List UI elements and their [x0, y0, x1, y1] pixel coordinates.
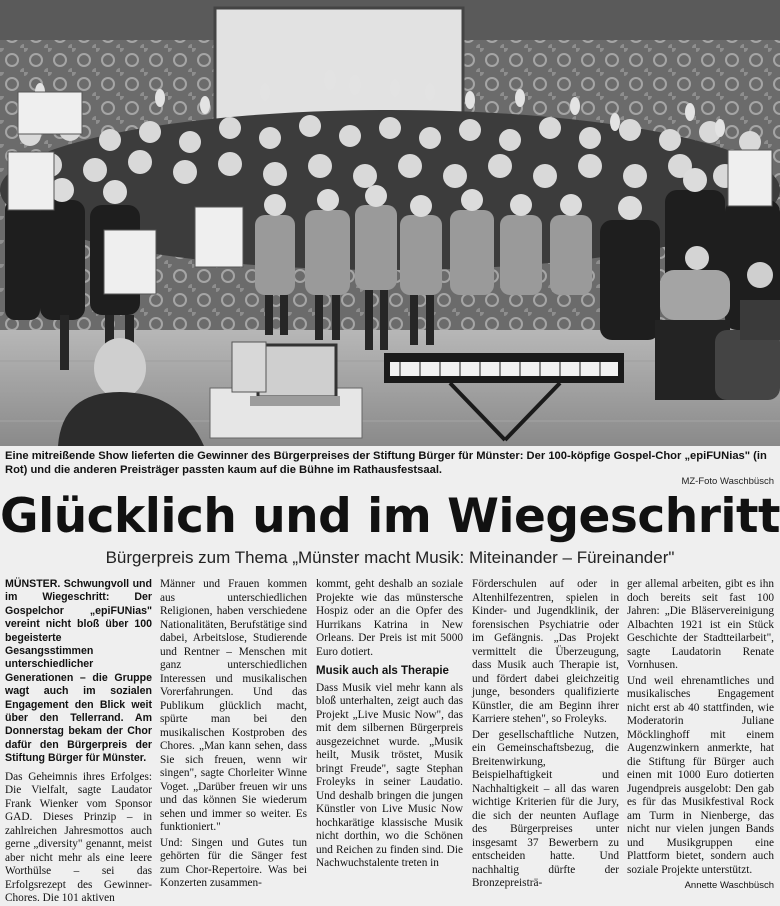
- body-paragraph: Das Geheimnis ihres Erfolges: Die Vielfalt, sagte Laudator Frank Wienker vom Sponsor GAD. Dieses Prinzip – in zahlreichen Jahresmottos auch gerne „diversity" genannt, meist aber nicht mehr als eine leere Worthülse – sei das Erfolgsrezept des Gewinner-Chores. Die 101 aktiven: [5, 770, 152, 905]
- column-2: [160, 578, 307, 889]
- body-paragraph: Und weil ehrenamtliches und musikalisches Engagement nicht erst ab 40 stattfinden, wie Moderatorin Juliane Möcklinghoff mit einem Augenzwinkern anmerkte, hat die Stiftung für Bürger auch einen mit 1000 Euro dotierten Jugendpreis ausgelobt: Den gab es für das Musikfestival Rock am Turm in Nienberge, das nicht nur vielen jungen Bands und Musikgruppen eine Plattform bietet, sondern auch soziale Projekte unterstützt.: [627, 674, 774, 876]
- headline: Glücklich und im Wiegeschritt: [0, 489, 780, 544]
- photo-credit: MZ-Foto Waschbüsch: [681, 476, 774, 487]
- body-paragraph: Und: Singen und Gutes tun gehörten für die Sänger fest zum Chor-Repertoire. Was bei Konzerten zusammen-: [160, 836, 307, 889]
- body-paragraph: ger allemal arbeiten, gibt es ihn doch bereits seit fast 100 Jahren: „Die Bläservereinigung Albachten 1921 ist ein Stück Geschichte der Stadtteilarbeit", sagte Laudatorin Renate Vornhusen.: [627, 578, 774, 671]
- body-paragraph: Männer und Frauen kommen aus unterschiedlichen Religionen, haben verschiedene Nationalitäten, Berufstätige sind dabei, Arbeitslose, Studierende und Rentner – Menschen mit ganz unterschiedlichen Interessen und musikalischen Vorerfahrungen. Und das Publikum glücklich macht, spürte man bei den musikalischen Kostproben des Chores. „Man kann sehen, dass Sie sich freuen, wenn wir singen", sagte Chorleiter Winne Voget. „Darüber freuen wir uns und das können Sie wiederum sehen und immer so weiter. Es funktioniert.": [160, 578, 307, 833]
- column-3: [316, 578, 463, 868]
- column-4: [472, 578, 619, 889]
- section-subhead: Musik auch als Therapie: [316, 665, 449, 677]
- choir-photo-illustration: [0, 0, 780, 446]
- body-paragraph: Dass Musik viel mehr kann als bloß unterhalten, zeigt auch das Projekt „Live Music Now", das mit dem silbernen Bürgerpreis ausgezeichnet wurde. „Musik heilt, Musik tröstet, Musik bringt Freude", sagte Stephan Froleyks in seiner Laudatio. Und deshalb bringen die jungen Künstler von Live Music Now hochkarätige klassische Musik nicht dorthin, wo die Schönen und Reichen zu finden sind. Die Nachwuchstalente treten in: [316, 681, 463, 869]
- column-1: [5, 578, 152, 905]
- photo-caption: Eine mitreißende Show lieferten die Gewinner des Bürgerpreises der Stiftung Bürger für Münster: Der 100-köpfige Gospel-Chor „epiFUNias" (in Rot) und die anderen Preisträger passten kaum auf die Bühne im Rathausfestsaal.: [5, 450, 767, 476]
- subheadline: Bürgerpreis zum Thema „Münster macht Musik: Miteinander – Füreinander": [105, 548, 675, 567]
- body-paragraph: Der gesellschaftliche Nutzen, ein Gemeinschaftsbezug, die Breitenwirkung, Beispielhaftigkeit und Nachhaltigkeit – all das waren wichtige Kriterien für die Jury, die sich der neunten Auflage des Bürgerpreises unter insgesamt 37 Bewerbern zu entscheiden hatte. Und nachhaltig dürfte der Bronzepreisträ-: [472, 728, 619, 889]
- author-name: Annette Waschbüsch: [684, 880, 774, 891]
- body-paragraph: kommt, geht deshalb an soziale Projekte wie das münstersche Hospiz oder an die Opfer des Hurrikans Katrina in New Orleans. Der Preis ist mit 5000 Euro dotiert.: [316, 578, 463, 658]
- news-photo: [0, 0, 780, 446]
- lead-paragraph: MÜNSTER. Schwungvoll und im Wiegeschritt: Der Gospelchor „epiFUNias" vereint nicht bloß über 100 begeisterte Gesangsstimmen unterschiedlicher Generationen – die Gruppe wagt auch im sozialen Engagement den Blick weit über den Tellerrand. Am Donnerstag bekam der Chor dafür den Bürgerpreis der Stiftung Bürger für Münster.: [5, 578, 152, 765]
- body-paragraph: Förderschulen auf oder in Altenhilfezentren, spielen in Kinder- und Jugendklinik, der forensischen Psychiatrie oder im Gefängnis. „Das Projekt vermittelt die Überzeugung, dass Musik auch Therapie ist, und fördert dabei gleichzeitig junge, besonders qualifizierte Künstler, die am Beginn ihrer Karriere stehen", so Froleyks.: [472, 578, 619, 725]
- column-5: [627, 578, 774, 891]
